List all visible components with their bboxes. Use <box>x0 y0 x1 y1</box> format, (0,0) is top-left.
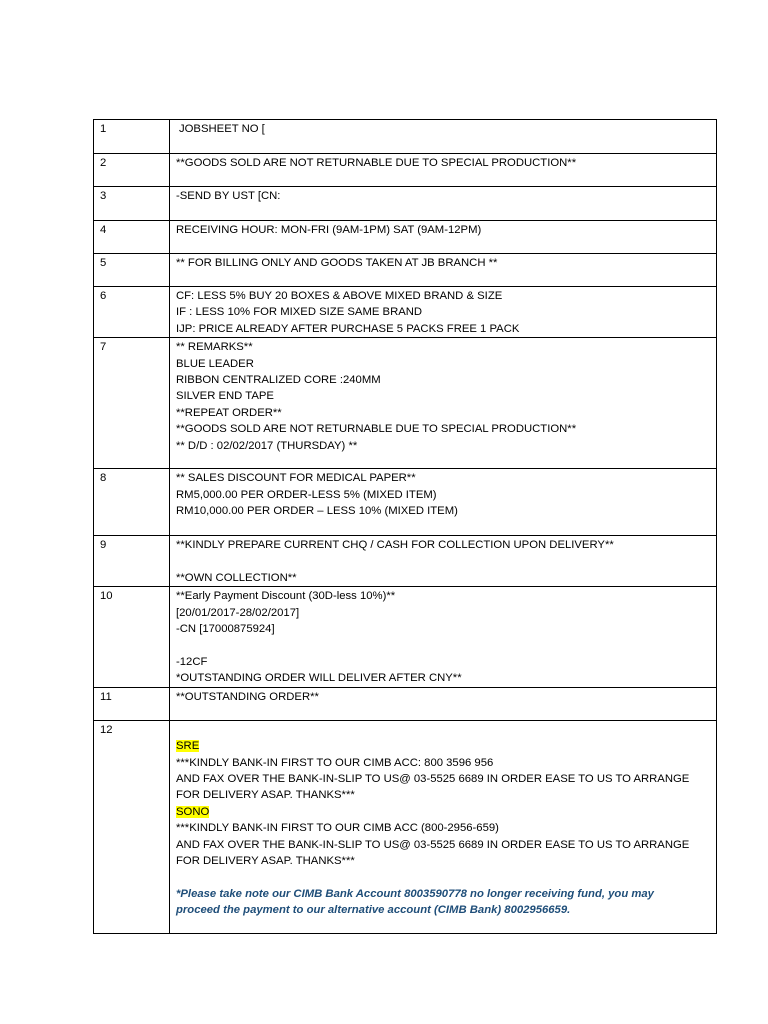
row-text-line <box>176 638 716 654</box>
row-content <box>170 221 717 254</box>
table-row <box>94 287 717 338</box>
row-text-line: *OUTSTANDING ORDER WILL DELIVER AFTER CNY** <box>176 672 462 685</box>
table-row <box>94 587 717 687</box>
row-text-line: SILVER END TAPE <box>176 390 274 403</box>
row-text-line: IF : LESS 10% FOR MIXED SIZE SAME BRAND <box>176 306 423 319</box>
row-text-line: **OUTSTANDING ORDER** <box>176 690 319 703</box>
sre-delivery-line: FOR DELIVERY ASAP. THANKS*** <box>176 789 355 802</box>
sre-label: SRE <box>176 740 200 753</box>
table-row <box>94 254 717 287</box>
table-row <box>94 221 717 254</box>
row-text-line: ** FOR BILLING ONLY AND GOODS TAKEN AT JB BRANCH ** <box>176 257 498 269</box>
row-number: 6 <box>94 287 170 338</box>
sre-fax-line: AND FAX OVER THE BANK-IN-SLIP TO US@ 03-5525 6689 IN ORDER EASE TO US TO ARRANGE <box>176 773 690 786</box>
row-text-line: JOBSHEET NO [ <box>179 123 265 135</box>
row-content <box>170 587 717 687</box>
row-content <box>170 120 717 154</box>
row-text-line: [20/01/2017-28/02/2017] <box>176 606 300 619</box>
row-text-line: **GOODS SOLD ARE NOT RETURNABLE DUE TO SPECIAL PRODUCTION** <box>176 157 577 169</box>
jobsheet-table <box>93 119 717 934</box>
row-number: 1 <box>94 120 170 154</box>
sre-bank-line: ***KINDLY BANK-IN FIRST TO OUR CIMB ACC: 800 3596 956 <box>176 756 494 769</box>
row-number: 9 <box>94 536 170 587</box>
row-text-line: ** SALES DISCOUNT FOR MEDICAL PAPER** <box>176 472 416 485</box>
row-number: 12 <box>94 720 170 933</box>
row-text-line: **KINDLY PREPARE CURRENT CHQ / CASH FOR COLLECTION UPON DELIVERY** <box>176 539 614 552</box>
row-text-line: CF: LESS 5% BUY 20 BOXES & ABOVE MIXED BRAND & SIZE <box>176 290 503 302</box>
row-number: 5 <box>94 254 170 287</box>
row-text-line: RM10,000.00 PER ORDER – LESS 10% (MIXED ITEM) <box>176 505 458 518</box>
table-row <box>94 536 717 587</box>
row-number: 8 <box>94 469 170 536</box>
row-text-line: RIBBON CENTRALIZED CORE :240MM <box>176 374 381 387</box>
jobsheet-rows <box>94 120 717 934</box>
row-content <box>170 469 717 536</box>
row-content <box>170 154 717 187</box>
account-note-line2: proceed the payment to our alternative account (CIMB Bank) 8002956659. <box>176 904 571 917</box>
row-content <box>170 187 717 221</box>
sono-label: SONO <box>176 805 210 818</box>
table-row <box>94 720 717 933</box>
row-text-line: RM5,000.00 PER ORDER-LESS 5% (MIXED ITEM) <box>176 488 437 501</box>
row-number: 2 <box>94 154 170 187</box>
table-row <box>94 154 717 187</box>
row-text-line: IJP: PRICE ALREADY AFTER PURCHASE 5 PACKS FREE 1 PACK <box>176 322 520 335</box>
row-number: 10 <box>94 587 170 687</box>
sono-fax-line: AND FAX OVER THE BANK-IN-SLIP TO US@ 03-5525 6689 IN ORDER EASE TO US TO ARRANGE <box>176 838 690 851</box>
row-text-line: -12CF <box>176 656 208 669</box>
row-content <box>170 687 717 720</box>
account-note-line1: *Please take note our CIMB Bank Account 8003590778 no longer receiving fund, you may <box>176 887 654 900</box>
row-content <box>170 254 717 287</box>
row-text-line: ** REMARKS** <box>176 341 253 354</box>
row-text-line: BLUE LEADER <box>176 357 254 370</box>
table-row <box>94 469 717 536</box>
table-row <box>94 187 717 221</box>
row-number: 11 <box>94 687 170 720</box>
table-row <box>94 687 717 720</box>
row-content <box>170 338 717 469</box>
table-row <box>94 120 717 154</box>
row-number: 3 <box>94 187 170 221</box>
row-number: 7 <box>94 338 170 469</box>
row-text-line <box>176 554 716 570</box>
row-text-line: **GOODS SOLD ARE NOT RETURNABLE DUE TO SPECIAL PRODUCTION** <box>176 423 577 436</box>
row-content <box>170 536 717 587</box>
row-text-line: **Early Payment Discount (30D-less 10%)** <box>176 590 396 603</box>
table-row <box>94 338 717 469</box>
row-text-line: ** D/D : 02/02/2017 (THURSDAY) ** <box>176 439 358 452</box>
row-content <box>170 720 717 933</box>
row-text-line: **OWN COLLECTION** <box>176 572 297 585</box>
sono-delivery-line: FOR DELIVERY ASAP. THANKS*** <box>176 855 355 868</box>
row-content <box>170 287 717 338</box>
row-text-line: RECEIVING HOUR: MON-FRI (9AM-1PM) SAT (9AM-12PM) <box>176 224 482 236</box>
row-text-line: **REPEAT ORDER** <box>176 406 282 419</box>
row-text-line: -SEND BY UST [CN: <box>176 190 281 202</box>
row-number: 4 <box>94 221 170 254</box>
row-text-line: -CN [17000875924] <box>176 623 275 636</box>
sono-bank-line: ***KINDLY BANK-IN FIRST TO OUR CIMB ACC (800-2956-659) <box>176 822 499 835</box>
